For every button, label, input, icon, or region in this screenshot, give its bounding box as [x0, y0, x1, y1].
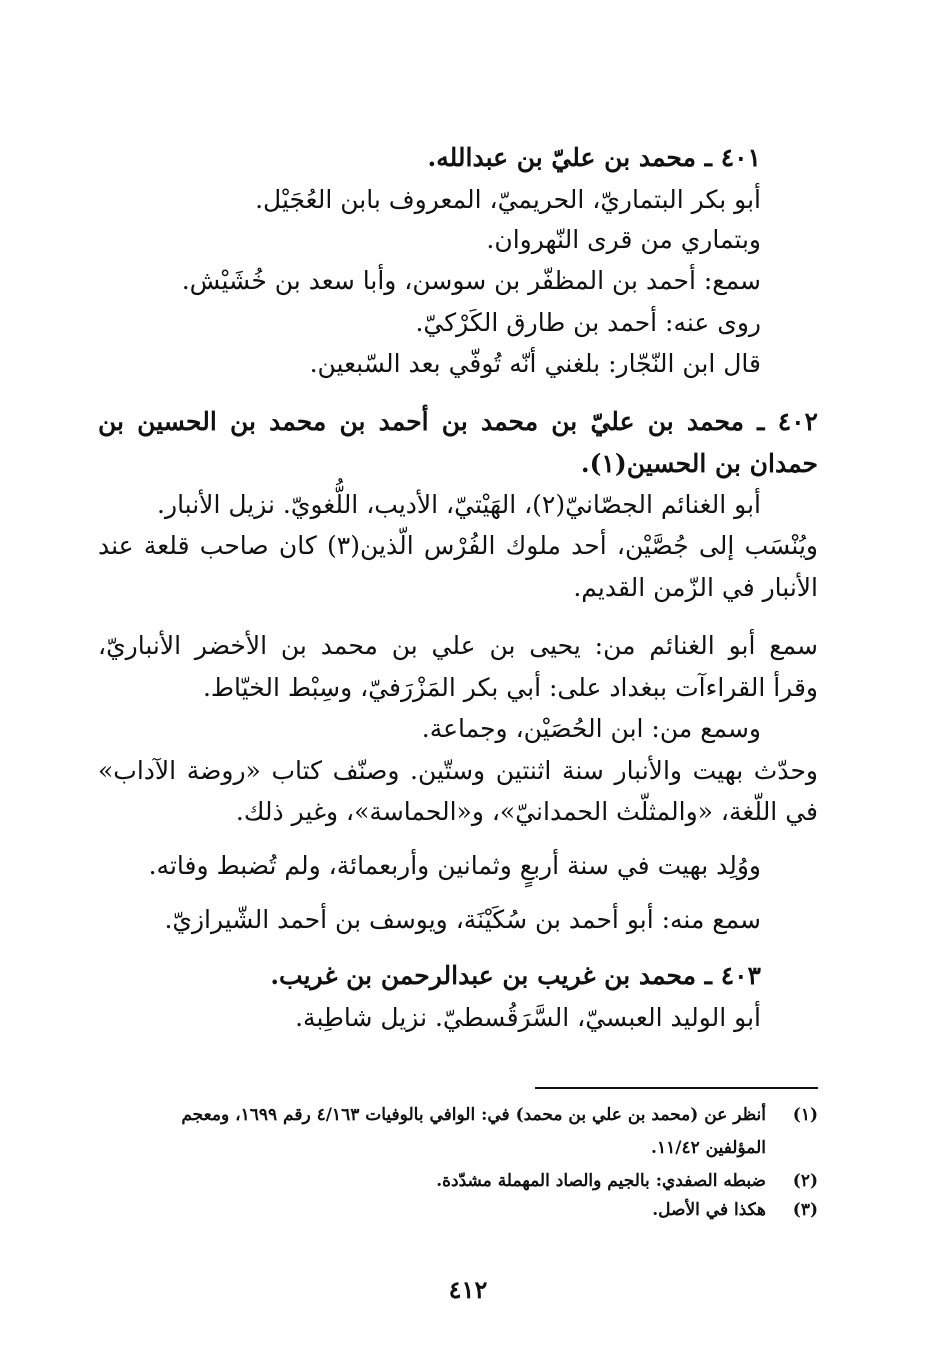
footnote-text: ضبطه الصفدي: بالجيم والصاد المهملة مشدّدة. [436, 1171, 766, 1191]
entry-402-line: ويُنْسَب إلى جُصَّيْن، أحد ملوك الفُرْس الّذين(٣) كان صاحب قلعة عند [98, 531, 818, 560]
entry-401-line: سمع: أحمد بن المظفّر بن سوسن، وأبا سعد بن خُشَيْش. [181, 266, 761, 295]
entry-401-line: قال ابن النّجّار: بلغني أنّه تُوفّي بعد السّبعين. [309, 349, 761, 378]
entry-403-heading: ٤٠٣ ـ محمد بن غريب بن عبدالرحمن بن غريب. [270, 961, 761, 990]
entry-402-line: أبو الغنائم الجصّانيّ(٢)، الهَيْتيّ، الأديب، اللُّغويّ. نزيل الأنبار. [157, 490, 761, 519]
entry-402-heading: ٤٠٢ ـ محمد بن عليّ بن محمد بن أحمد بن محمد بن الحسين بن [98, 407, 818, 436]
entry-402-heading-cont: حمدان بن الحسين(١). [580, 449, 818, 478]
footnote-mark: (٣) [792, 1200, 818, 1220]
footnote-mark: (٢) [792, 1171, 818, 1191]
entry-403-line: أبو الوليد العبسيّ، السَّرَقُسطيّ. نزيل شاطِبة. [295, 1003, 761, 1032]
entry-402-line: في اللّغة، «والمثلّث الحمدانيّ»، و«الحماسة»، وغير ذلك. [235, 797, 818, 826]
footnote-text: المؤلفين ١١/٤٢. [651, 1138, 766, 1158]
footnote-mark: (١) [792, 1105, 818, 1125]
entry-401-line: أبو بكر البتماريّ، الحريميّ، المعروف بابن العُجَيْل. [255, 185, 761, 214]
entry-402-line: ووُلِد بهيت في سنة أربعٍ وثمانين وأربعمائة، ولم تُضبط وفاته. [148, 851, 761, 880]
entry-402-line: الأنبار في الزّمن القديم. [573, 573, 818, 602]
entry-402-line: وحدّث بهيت والأنبار سنة اثنتين وستّين. وصنّف كتاب «روضة الآداب» [98, 756, 818, 785]
footnote-rule [535, 1087, 818, 1089]
entry-401-line: وبتماري من قرى النّهروان. [486, 225, 761, 254]
footnote-1-cont [118, 1138, 818, 1159]
footnote-1 [118, 1105, 818, 1126]
entry-401-heading: ٤٠١ ـ محمد بن عليّ بن عبدالله. [427, 143, 761, 172]
footnote-text: هكذا في الأصل. [652, 1200, 766, 1220]
entry-401-line: روى عنه: أحمد بن طارق الكَرْكيّ. [415, 308, 761, 337]
entry-402-line: سمع منه: أبو أحمد بن سُكَيْنَة، ويوسف بن أحمد الشّيرازيّ. [164, 905, 761, 934]
entry-402-line: وقرأ القراءآت ببغداد على: أبي بكر المَزْرَفيّ، وسِبْط الخيّاط. [202, 673, 818, 702]
entry-402-line: سمع أبو الغنائم من: يحيى بن علي بن محمد بن الأخضر الأنباريّ، [98, 631, 818, 660]
footnote-2 [118, 1171, 818, 1192]
footnote-3 [118, 1200, 818, 1221]
page-number: ٤١٢ [448, 1275, 488, 1304]
footnote-text: أنظر عن (محمد بن علي بن محمد) في: الوافي بالوفيات ٤/١٦٣ رقم ١٦٩٩، ومعجم [181, 1105, 766, 1125]
entry-402-line: وسمع من: ابن الحُصَيْن، وجماعة. [421, 714, 761, 743]
